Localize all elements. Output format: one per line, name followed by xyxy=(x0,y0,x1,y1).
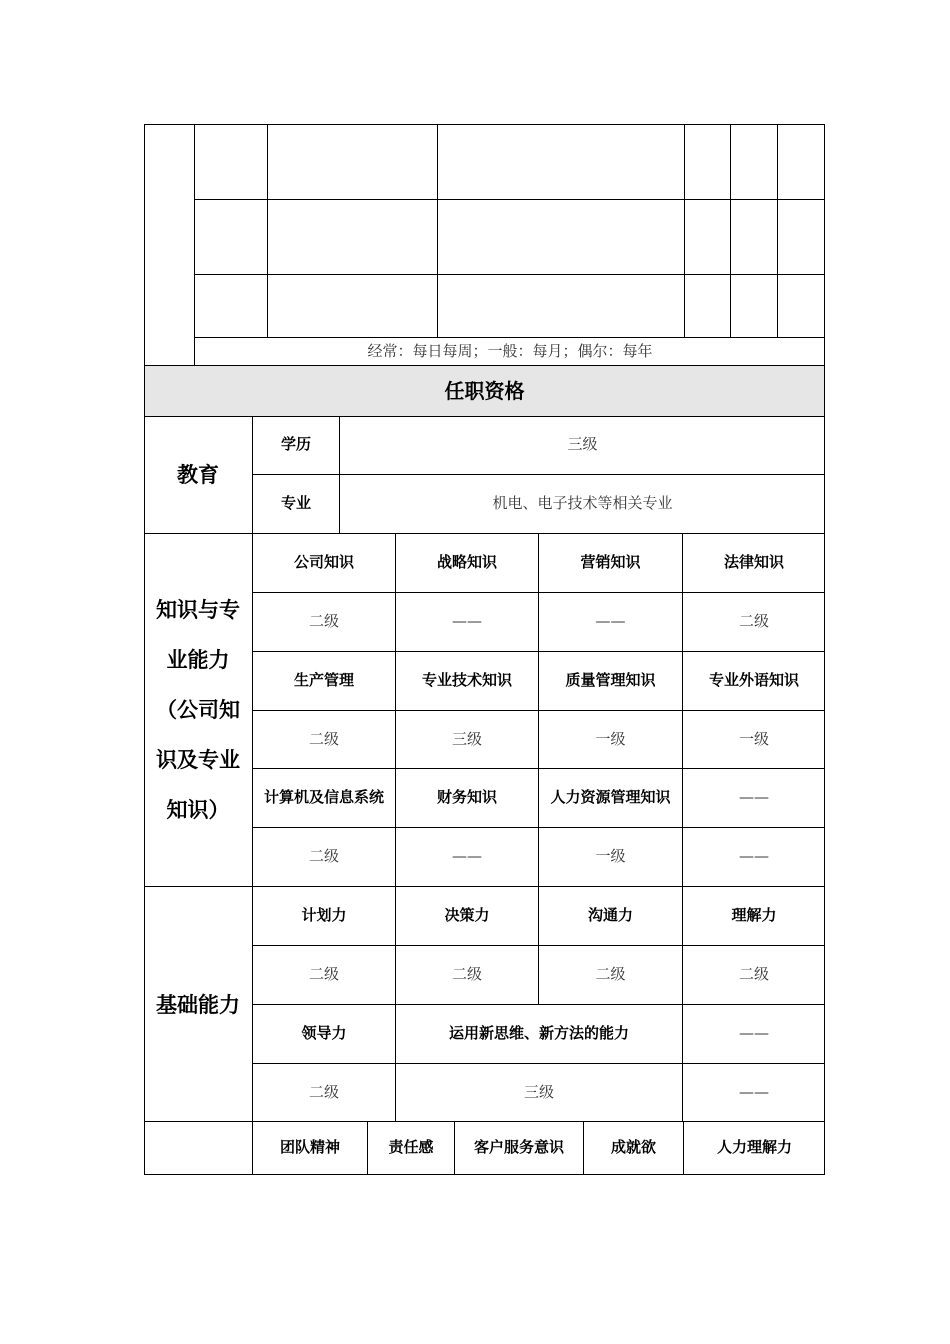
knowledge-item-name: 营销知识 xyxy=(539,534,683,593)
degree-value: 三级 xyxy=(340,416,825,475)
basic-extra-name: —— xyxy=(683,1005,825,1064)
knowledge-item-level: 二级 xyxy=(253,828,396,887)
knowledge-item-level: 二级 xyxy=(253,593,396,652)
qualification-title: 任职资格 xyxy=(444,378,525,403)
basic-ability-label: 基础能力 xyxy=(144,887,253,1122)
attitude-label xyxy=(144,1121,253,1175)
knowledge-item-name: 公司知识 xyxy=(253,534,396,593)
attitude-item: 团队精神 xyxy=(253,1121,368,1175)
duty-cell xyxy=(778,124,825,200)
knowledge-item-level: 三级 xyxy=(396,711,539,769)
knowledge-item-level: 一级 xyxy=(539,711,683,769)
duty-cell xyxy=(268,200,438,275)
duty-table-side-column xyxy=(144,124,195,366)
duty-cell xyxy=(731,275,778,338)
duty-cell xyxy=(195,124,268,200)
duty-cell xyxy=(731,200,778,275)
duty-cell xyxy=(685,275,731,338)
duty-cell xyxy=(268,124,438,200)
duty-cell xyxy=(438,124,685,200)
major-label: 专业 xyxy=(253,475,340,534)
knowledge-label-text: 知识与专业能力（公司知识及专业知识） xyxy=(156,598,240,822)
knowledge-item-level: —— xyxy=(396,828,539,887)
basic-item-level: 二级 xyxy=(253,946,396,1005)
degree-label: 学历 xyxy=(253,416,340,475)
duty-table xyxy=(144,124,825,366)
innovation-level: 三级 xyxy=(396,1064,683,1122)
leadership-level: 二级 xyxy=(253,1064,396,1122)
basic-item-level: 二级 xyxy=(396,946,539,1005)
qualification-title-bar xyxy=(144,365,825,417)
attitude-item: 责任感 xyxy=(368,1121,455,1175)
duty-cell xyxy=(731,124,778,200)
duty-cell xyxy=(438,200,685,275)
duty-cell xyxy=(195,200,268,275)
attitude-item: 人力理解力 xyxy=(716,1138,792,1157)
attitude-item: 客户服务意识 xyxy=(455,1121,584,1175)
knowledge-item-name: 计算机及信息系统 xyxy=(253,769,396,828)
knowledge-item-name: 法律知识 xyxy=(683,534,825,593)
knowledge-item-level: 二级 xyxy=(683,593,825,652)
knowledge-item-name: 财务知识 xyxy=(396,769,539,828)
education-label: 教育 xyxy=(144,416,253,534)
basic-item-name: 理解力 xyxy=(683,887,825,946)
leadership-name: 领导力 xyxy=(253,1005,396,1064)
attitude-table xyxy=(144,1121,825,1175)
basic-item-level: 二级 xyxy=(683,946,825,1005)
major-value: 机电、电子技术等相关专业 xyxy=(340,475,825,534)
duty-cell xyxy=(778,275,825,338)
basic-item-name: 计划力 xyxy=(253,887,396,946)
knowledge-item-name: 人力资源管理知识 xyxy=(539,769,683,828)
duty-cell xyxy=(685,124,731,200)
frequency-note: 经常：每日每周；一般：每月；偶尔：每年 xyxy=(367,342,653,361)
basic-item-name: 决策力 xyxy=(396,887,539,946)
knowledge-item-level: 一级 xyxy=(539,828,683,887)
basic-extra-level: —— xyxy=(739,1083,769,1102)
duty-cell xyxy=(195,275,268,338)
basic-item-name: 沟通力 xyxy=(539,887,683,946)
knowledge-item-name: 质量管理知识 xyxy=(539,652,683,711)
knowledge-item-name: 生产管理 xyxy=(253,652,396,711)
knowledge-label xyxy=(144,534,253,887)
knowledge-item-level: 一级 xyxy=(683,711,825,769)
qualification-table xyxy=(144,416,825,1122)
duty-cell xyxy=(685,200,731,275)
duty-cell xyxy=(438,275,685,338)
attitude-item: 成就欲 xyxy=(584,1121,684,1175)
knowledge-item-name: 专业技术知识 xyxy=(396,652,539,711)
duty-cell xyxy=(268,275,438,338)
knowledge-item-level: 二级 xyxy=(253,711,396,769)
knowledge-item-level: —— xyxy=(683,828,825,887)
knowledge-item-name: 战略知识 xyxy=(396,534,539,593)
basic-item-level: 二级 xyxy=(539,946,683,1005)
knowledge-item-level: —— xyxy=(539,593,683,652)
innovation-name: 运用新思维、新方法的能力 xyxy=(396,1005,683,1064)
knowledge-item-name: 专业外语知识 xyxy=(683,652,825,711)
knowledge-item-name: —— xyxy=(683,769,825,828)
duty-cell xyxy=(778,200,825,275)
knowledge-item-level: —— xyxy=(396,593,539,652)
